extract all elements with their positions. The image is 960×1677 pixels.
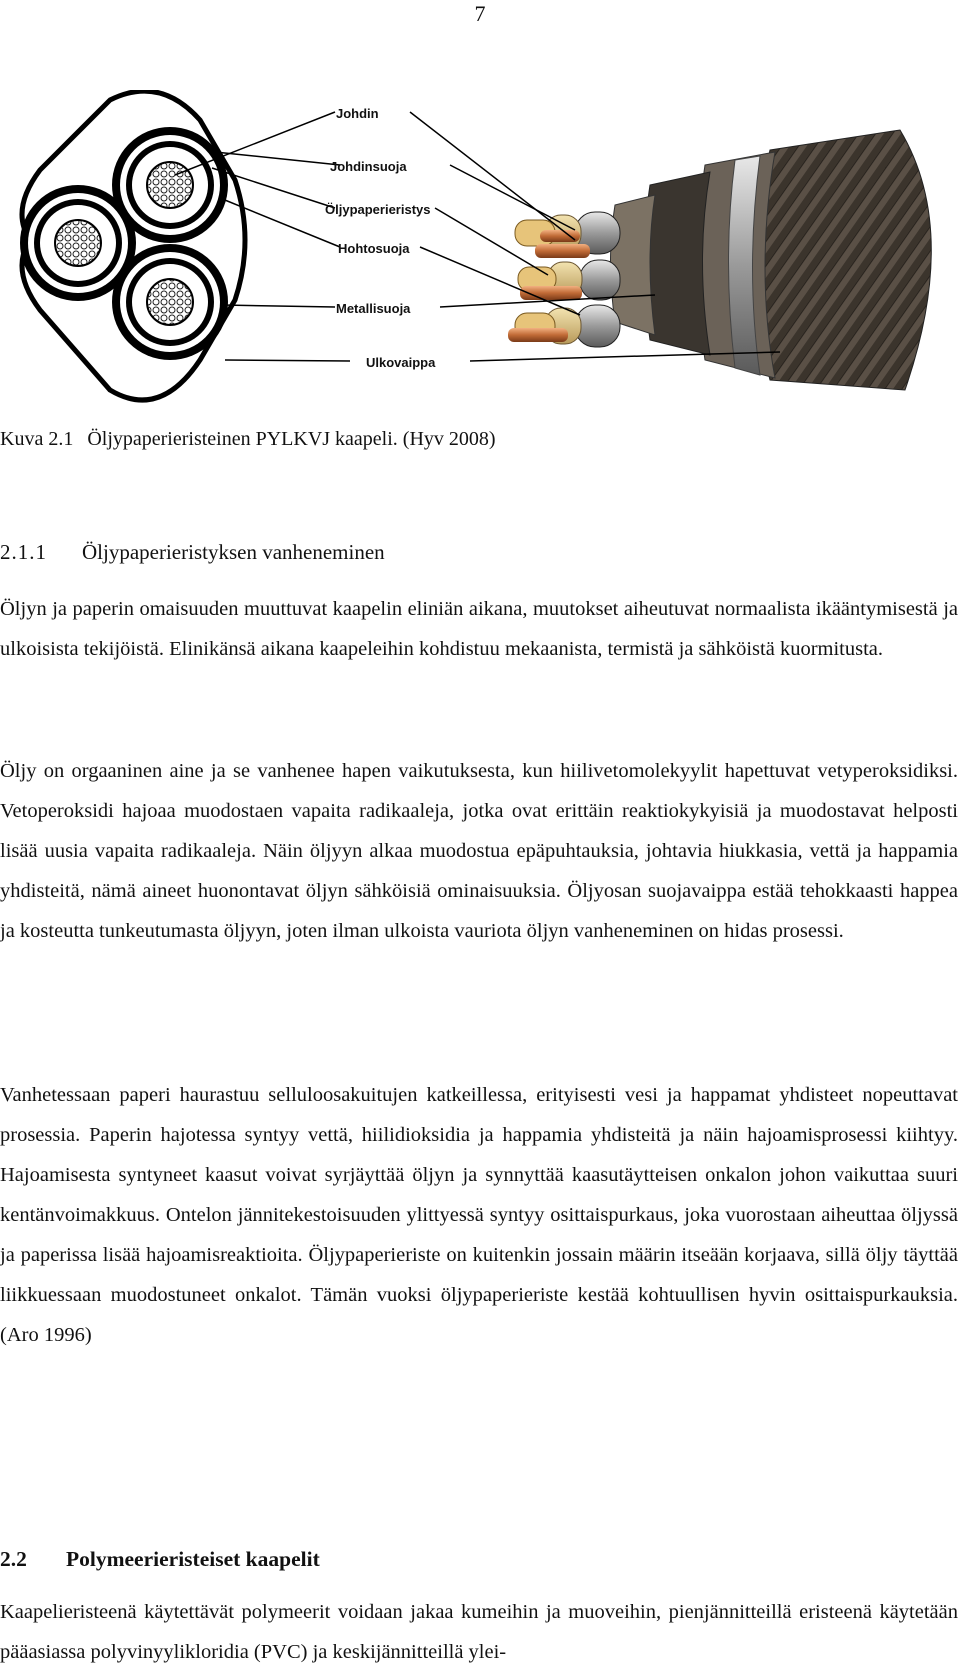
conductor-bottom [112, 244, 228, 360]
paragraph: Vanhetessaan paperi haurastuu selluloosakuitujen katkeillessa, erityisesti vesi ja happamat yhdisteet nopeuttavat prosessia. Paperin hajotessa syntyy vettä, hiilidioksidia ja happamia yhdisteitä ja näin hajoamisprosessi kiihtyy. Hajoamisesta syntyneet kaasut voivat syrjäyttää öljyn ja synnyttää kaasutäytteisen onkalon johon vaikuttaa suuri kentänvoimakkuus. Ontelon jännitekestoisuuden ylittyessä syntyy osittaispurkaus, joka vuorostaan aiheuttaa öljyssä ja paperissa lisää hajoamisreaktioita. Öljypaperieriste on kuitenkin jossain määrin itseään korjaava, sillä öljy täyttää liikkuessaan muodostuneet onkalot. Tämän vuoksi öljypaperieriste kestää kohtuullisen hyvin osittaispurkauksia. (Aro 1996) [0, 1084, 958, 1346]
figure-caption [0, 426, 510, 452]
paragraph: Kaapelieristeenä käytettävät polymeerit voidaan jakaa kumeihin ja muoveihin, pienjännitteillä eristeenä käytetään pääasiassa polyvinyylikloridia (PVC) ja keskijännitteillä ylei- [0, 1601, 958, 1663]
subsection-title: Öljypaperieristyksen vanheneminen [82, 540, 385, 564]
subsection-number: 2.1.1 [0, 540, 47, 564]
label-johdinsuoja: Johdinsuoja [330, 159, 407, 174]
label-metallisuoja: Metallisuoja [336, 301, 411, 316]
caption-label: Kuva 2.1 [0, 428, 74, 450]
label-johdin: Johdin [336, 106, 379, 121]
caption-text: Öljypaperieristeinen PYLKVJ kaapeli. (Hyv 2008) [87, 428, 496, 450]
label-hohtosuoja: Hohtosuoja [338, 241, 410, 256]
section-heading [0, 1545, 320, 1573]
label-ulkovaippa: Ulkovaippa [366, 355, 436, 370]
label-oljypaperieristys: Öljypaperieristys [325, 202, 431, 217]
paragraph: Öljy on orgaaninen aine ja se vanhenee hapen vaikutuksesta, kun hiilivetomolekyylit hapettuvat vetyperoksidiksi. Vetoperoksidi hajoaa muodostaen vapaita radikaaleja, jotka ovat erittäin reaktiokykyisiä ja muodostavat helposti lisää uusia vapaita radikaaleja. Näin öljyyn alkaa muodostua epäpuhtauksia, johtavia hiukkasia, vettä ja happamia yhdisteitä, nämä aineet huonontavat öljyn sähköisiä ominaisuuksia. Öljyosan suojavaippa estää tehokkaasti happea ja kosteutta tunkeutumasta öljyyn, joten ilman ulkoista vauriota öljyn vanheneminen on hidas prosessi. [0, 760, 958, 942]
subsection-heading [0, 538, 385, 566]
cable-side-view [508, 130, 931, 390]
section-number: 2.2 [0, 1547, 27, 1571]
paragraph: Öljyn ja paperin omaisuuden muuttuvat kaapelin eliniän aikana, muutokset aiheutuvat normaalista ikääntymisestä ja ulkoisista tekijöistä. Elinikänsä aikana kaapeleihin kohdistuu mekaanista, termistä ja sähköistä kuormitusta. [0, 598, 958, 660]
page-number: 7 [474, 1, 486, 26]
cable-figure [0, 90, 960, 410]
cable-illustration [0, 90, 960, 410]
section-title: Polymeerieristeiset kaapelit [66, 1547, 320, 1571]
